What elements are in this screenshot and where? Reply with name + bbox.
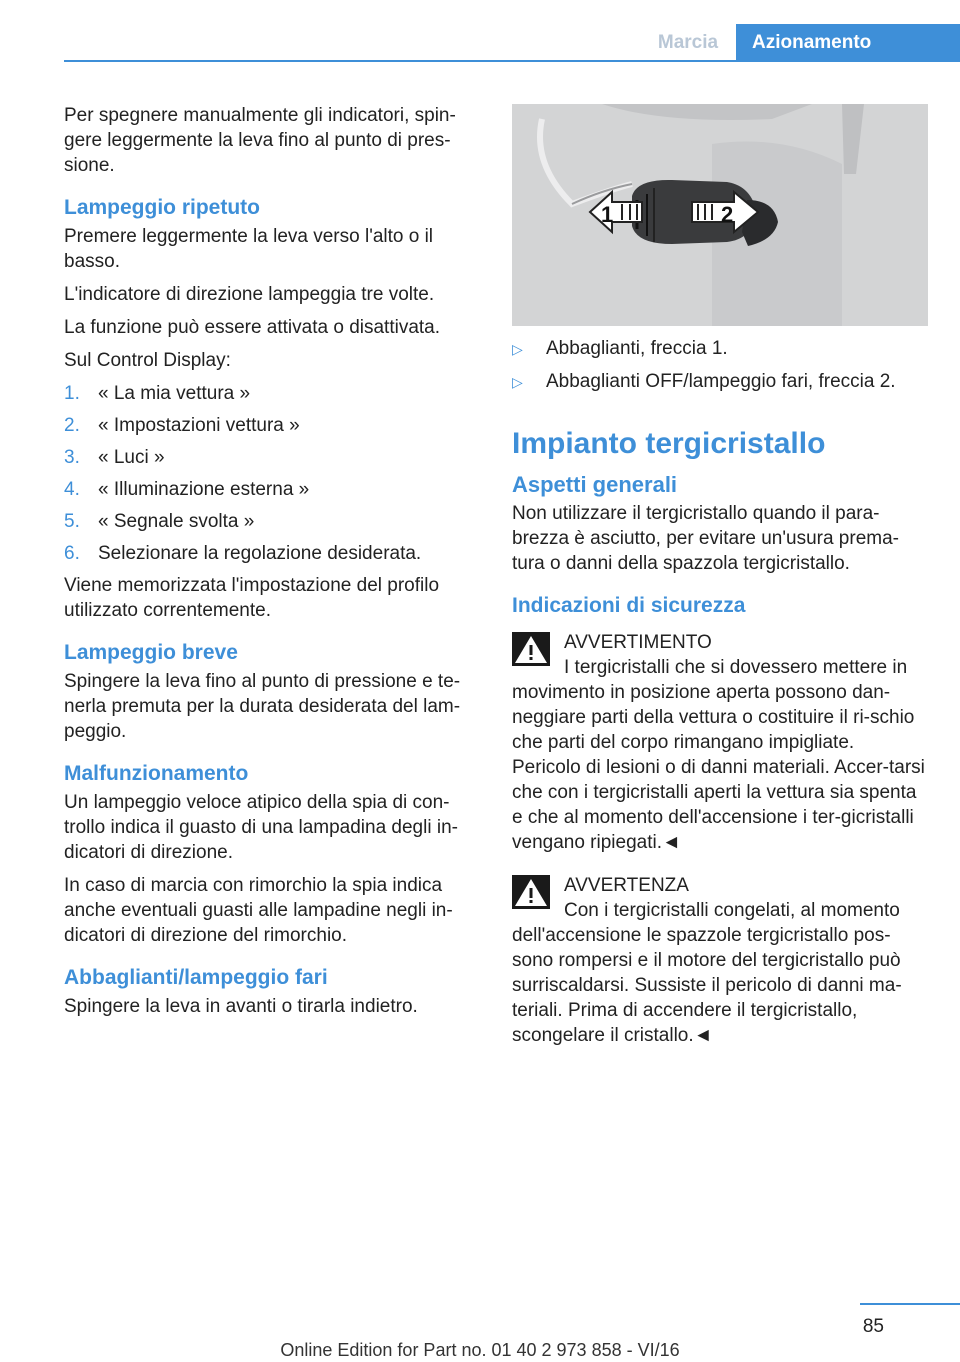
arrow-1-label: 1 <box>601 202 614 227</box>
step-text: « Segnale svolta » <box>98 511 255 532</box>
notice-title: AVVERTENZA <box>564 875 689 896</box>
online-edition-note: Online Edition for Part no. 01 40 2 973 858 - VI/16 <box>280 1340 680 1360</box>
list-item <box>64 541 476 566</box>
heading-impianto-tergicristallo: Impianto tergicristallo <box>512 427 826 460</box>
list-item <box>64 445 476 470</box>
paragraph: Un lampeggio veloce atipico della spia di con-trollo indica il guasto di una lampadina degli in-dicatori di direzione. <box>64 792 458 863</box>
steps-list <box>64 381 476 566</box>
heading-indicazioni-sicurezza: Indicazioni di sicurezza <box>512 594 746 617</box>
triangle-bullet-icon: ▷ <box>512 341 523 357</box>
footer-rule <box>860 1303 960 1305</box>
step-number: 4. <box>64 479 80 500</box>
header-rule <box>64 60 960 62</box>
step-text: Selezionare la regolazione desiderata. <box>98 543 422 564</box>
warning-title: AVVERTIMENTO <box>564 632 712 653</box>
page-header <box>0 0 960 62</box>
paragraph: Non utilizzare il tergicristallo quando il para-brezza è asciutto, per evitare un'usura prema-tura o danni della spazzola tergicristallo. <box>512 503 899 574</box>
step-text: « Illuminazione esterna » <box>98 479 310 500</box>
notice-text: Con i tergicristalli congelati, al momento dell'accensione le spazzole tergicristallo pos-sono rompersi e il motore del tergicristallo può surriscaldarsi. Sussiste il pericolo di danni ma-teriali. Prima di accendere il tergicristallo, scongelare il cristallo.◄ <box>512 900 902 1046</box>
chapter-tab: Azionamento <box>736 24 960 62</box>
warning-text: I tergicristalli che si dovessero mettere in movimento in posizione aperta possono dan-neggiare parti della vettura o costituire il ri-schio che parti del corpo rimangano impigliate. Pericolo di lesioni o di danni materiali. Accer-tarsi che con i tergicristalli aperti la vettura sia spenta e che al momento dell'accensione i ter-gicristalli vengano ripiegati.◄ <box>512 657 925 853</box>
paragraph: L'indicatore di direzione lampeggia tre volte. <box>64 284 435 305</box>
list-item <box>64 509 476 534</box>
warning-icon <box>512 632 550 666</box>
notice-block <box>512 873 928 1048</box>
paragraph: Premere leggermente la leva verso l'alto o il basso. <box>64 226 434 272</box>
step-number: 5. <box>64 511 80 532</box>
step-number: 1. <box>64 383 80 404</box>
bullet-text: Abbaglianti OFF/lampeggio fari, freccia 2. <box>546 371 896 392</box>
step-number: 6. <box>64 543 80 564</box>
page-number: 85 <box>862 1316 884 1337</box>
paragraph: Sul Control Display: <box>64 350 231 371</box>
paragraph: La funzione può essere attivata o disattivata. <box>64 317 441 338</box>
step-text: « La mia vettura » <box>98 383 251 404</box>
heading-abbaglianti: Abbaglianti/lampeggio fari <box>64 966 328 989</box>
list-item <box>64 381 476 406</box>
step-text: « Impostazioni vettura » <box>98 415 300 436</box>
arrow-2-label: 2 <box>721 202 734 227</box>
step-text: « Luci » <box>98 447 165 468</box>
arrow-list <box>512 336 928 395</box>
bullet-text: Abbaglianti, freccia 1. <box>546 338 728 359</box>
heading-aspetti-generali: Aspetti generali <box>512 472 678 497</box>
list-item <box>512 369 928 395</box>
warning-icon <box>512 875 550 909</box>
heading-lampeggio-breve: Lampeggio breve <box>64 641 238 664</box>
left-column <box>64 103 476 1027</box>
list-item <box>64 477 476 502</box>
paragraph: In caso di marcia con rimorchio la spia indica anche eventuali guasti alle lampadine negli in-dicatori di direzione del rimorchio. <box>64 875 453 946</box>
right-column <box>512 336 928 1066</box>
section-label: Marcia <box>657 32 719 53</box>
list-item <box>64 413 476 438</box>
paragraph: Spingere la leva fino al punto di pressione e te-nerla premuta per la durata desiderata del lam-peggio. <box>64 671 461 742</box>
triangle-bullet-icon: ▷ <box>512 374 523 390</box>
paragraph: Spingere la leva in avanti o tirarla indietro. <box>64 996 418 1017</box>
intro-paragraph: Per spegnere manualmente gli indicatori, spin-gere leggermente la leva fino al punto di pres-sione. <box>64 105 456 176</box>
lever-illustration <box>512 104 928 326</box>
heading-lampeggio-ripetuto: Lampeggio ripetuto <box>64 196 260 219</box>
step-number: 2. <box>64 415 80 436</box>
heading-malfunzionamento: Malfunzionamento <box>64 762 249 785</box>
step-number: 3. <box>64 447 80 468</box>
lever-drawing <box>512 104 928 326</box>
warning-block <box>512 630 928 855</box>
paragraph: Viene memorizzata l'impostazione del profilo utilizzato correntemente. <box>64 575 440 621</box>
list-item <box>512 336 928 362</box>
